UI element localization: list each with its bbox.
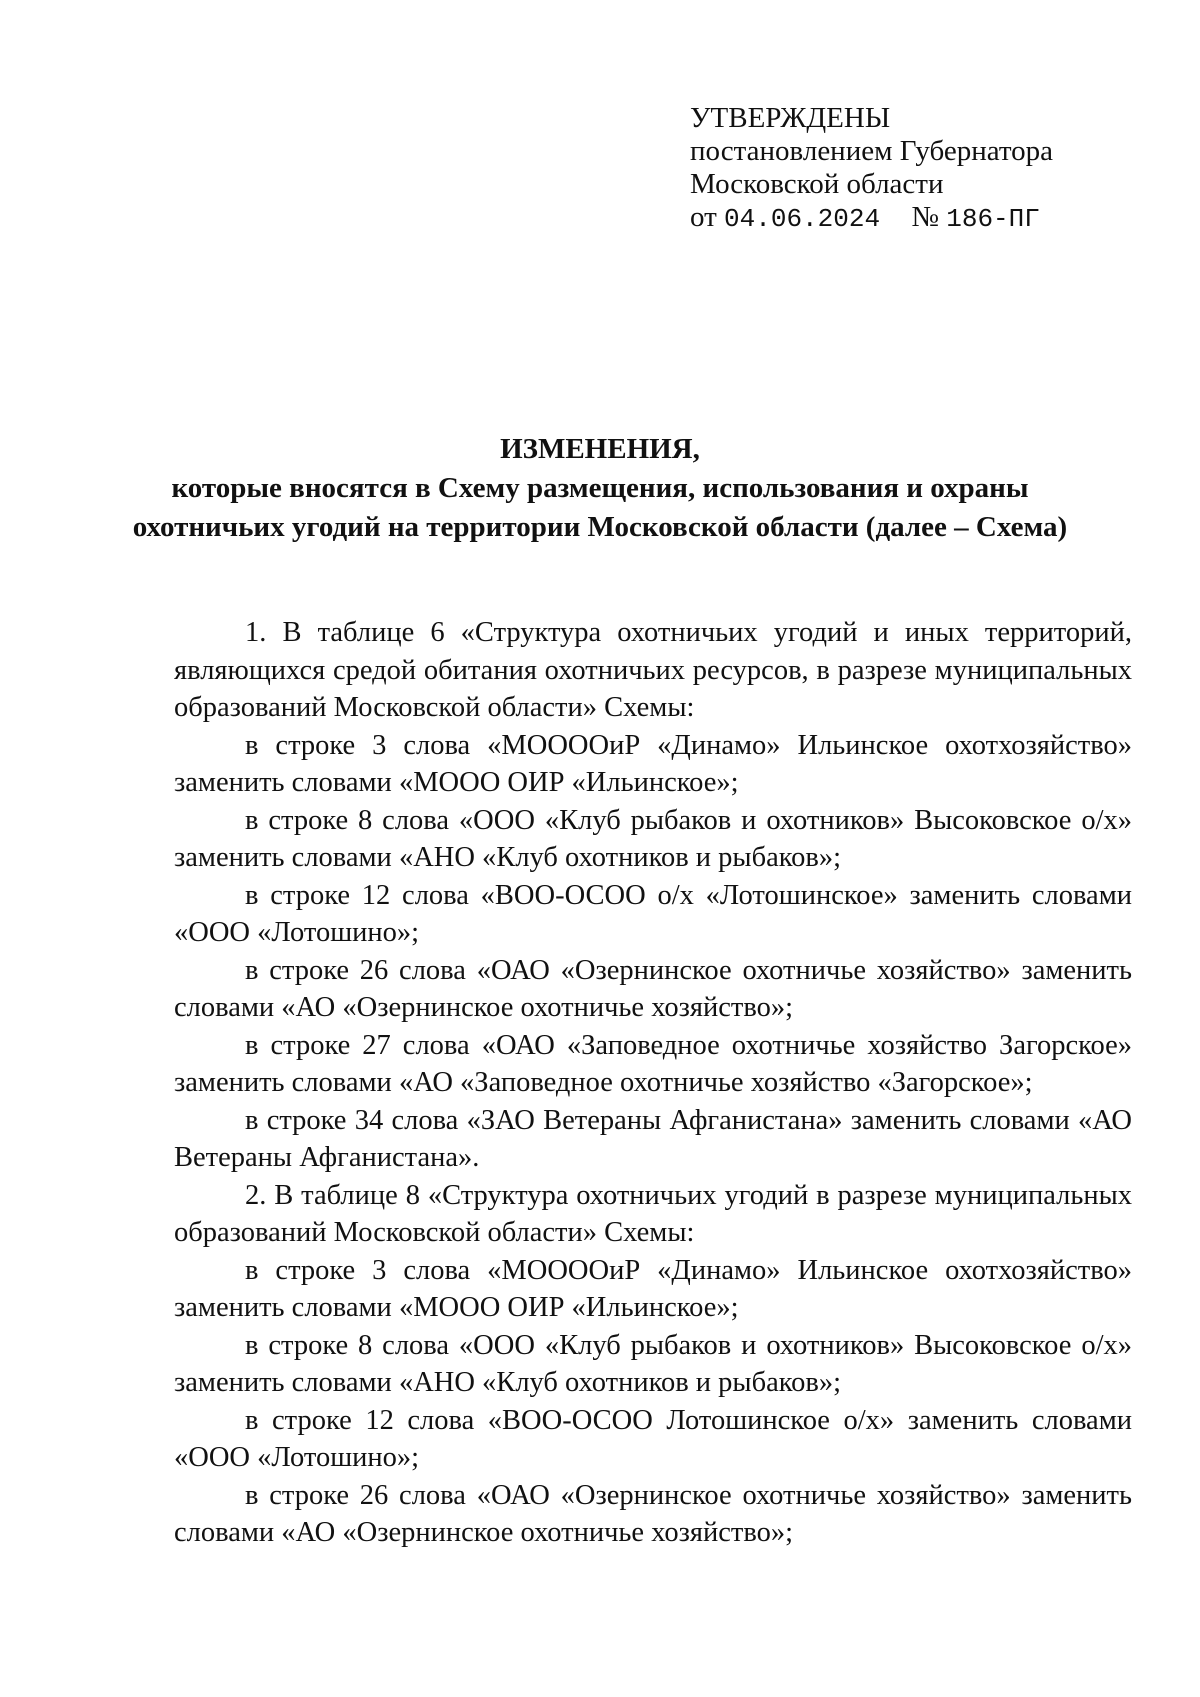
paragraph: в строке 3 слова «МООООиР «Динамо» Ильинское охотхозяйство» заменить словами «МООО ОИР «Ильинское»;: [174, 1254, 1132, 1323]
document-body: [174, 614, 1132, 1552]
document-title: [0, 430, 1200, 547]
paragraph: в строке 26 слова «ОАО «Озернинское охотничье хозяйство» заменить словами «АО «Озернинское охотничье хозяйство»;: [174, 1479, 1132, 1548]
date-prefix: от: [690, 201, 717, 233]
paragraph: в строке 26 слова «ОАО «Озернинское охотничье хозяйство» заменить словами «АО «Озернинское охотничье хозяйство»;: [174, 954, 1132, 1023]
title-sub-2: охотничьих угодий на территории Московской области (далее – Схема): [132, 511, 1068, 543]
title-main: ИЗМЕНЕНИЯ,: [500, 433, 700, 465]
paragraph: в строке 3 слова «МООООиР «Динамо» Ильинское охотхозяйство» заменить словами «МООО ОИР «Ильинское»;: [174, 729, 1132, 798]
approval-line-1: постановлением Губернатора: [690, 135, 1054, 167]
paragraph: 1. В таблице 6 «Структура охотничьих угодий и иных территорий, являющихся средой обитания охотничьих ресурсов, в разрезе муниципальных образований Московской области» Схемы:: [174, 617, 1132, 723]
paragraph: в строке 12 слова «ВОО-ОСОО Лотошинское о/х» заменить словами «ООО «Лотошино»;: [174, 1404, 1132, 1473]
paragraph: 2. В таблице 8 «Структура охотничьих угодий в разрезе муниципальных образований Московской области» Схемы:: [174, 1179, 1132, 1248]
decree-date: 04.06.2024: [724, 204, 881, 234]
paragraph: в строке 8 слова «ООО «Клуб рыбаков и охотников» Высоковское о/х» заменить словами «АНО «Клуб охотников и рыбаков»;: [174, 804, 1132, 873]
paragraph: в строке 8 слова «ООО «Клуб рыбаков и охотников» Высоковское о/х» заменить словами «АНО «Клуб охотников и рыбаков»;: [174, 1329, 1132, 1398]
paragraph: в строке 27 слова «ОАО «Заповедное охотничье хозяйство Загорское» заменить словами «АО «Заповедное охотничье хозяйство «Загорское»;: [174, 1029, 1132, 1098]
approval-heading: УТВЕРЖДЕНЫ: [690, 102, 891, 134]
title-sub-1: которые вносятся в Схему размещения, использования и охраны: [171, 472, 1029, 504]
paragraph: в строке 12 слова «ВОО-ОСОО о/х «Лотошинское» заменить словами «ООО «Лотошино»;: [174, 879, 1132, 948]
number-sign: №: [911, 201, 939, 233]
approval-date-line: [690, 201, 1053, 236]
paragraph: в строке 34 слова «ЗАО Ветераны Афганистана» заменить словами «АО Ветераны Афганистана».: [174, 1104, 1132, 1173]
decree-number: 186-ПГ: [946, 204, 1040, 234]
approval-block: [690, 102, 1053, 236]
approval-line-2: Московской области: [690, 168, 944, 200]
